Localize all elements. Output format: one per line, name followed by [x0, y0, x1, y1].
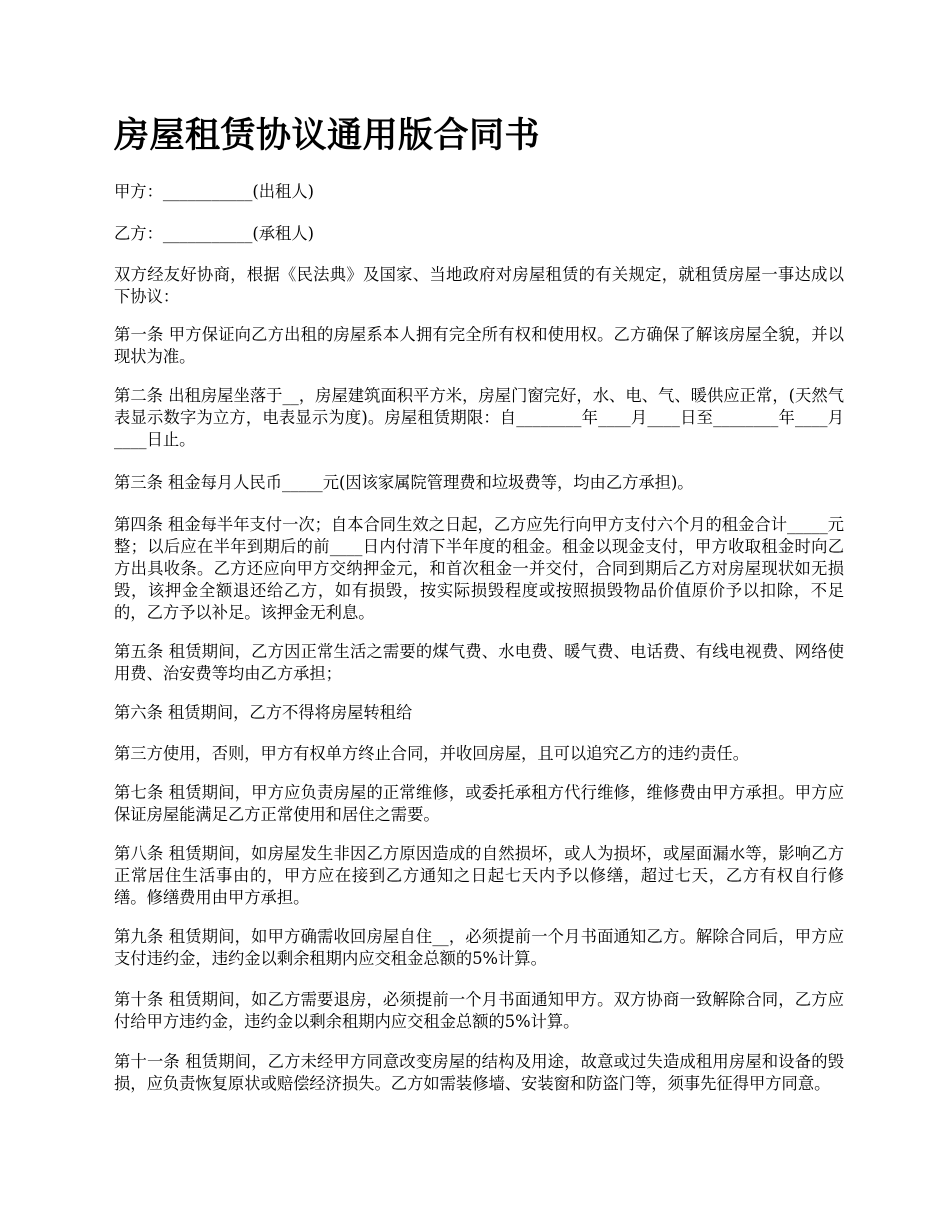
article-5: 第五条 租赁期间，乙方因正常生活之需要的煤气费、水电费、暖气费、电话费、有线电视费、网络使用费、治安费等均由乙方承担；: [114, 642, 844, 683]
article-6-continued: 第三方使用，否则，甲方有权单方终止合同，并收回房屋，且可以追究乙方的违约责任。: [114, 744, 749, 763]
article-7: 第七条 租赁期间，甲方应负责房屋的正常维修，或委托承租方代行维修，维修费由甲方承担。甲方应保证房屋能满足乙方正常使用和居住之需要。: [114, 783, 844, 824]
article-11: 第十一条 租赁期间，乙方未经甲方同意改变房屋的结构及用途，故意或过失造成租用房屋和设备的毁损，应负责恢复原状或赔偿经济损失。乙方如需装修墙、安装窗和防盗门等，须事先征得甲方同意。: [114, 1052, 844, 1093]
article-4: 第四条 租金每半年支付一次；自本合同生效之日起，乙方应先行向甲方支付六个月的租金合计_____元整；以后应在半年到期后的前____日内付清下半年度的租金。租金以现金支付，甲方收取租金时向乙方出具收条。乙方还应向甲方交纳押金元，和首次租金一并交付，合同到期后乙方对房屋现状如无损毁，该押金全额退还给乙方，如有损毁，按实际损毁程度或按照损毁物品价值原价予以扣除，不足的，乙方予以补足。该押金无利息。: [114, 515, 844, 622]
preamble-paragraph: 双方经友好协商，根据《民法典》及国家、当地政府对房屋租赁的有关规定，就租赁房屋一事达成以下协议：: [114, 265, 844, 306]
party-b-line: 乙方：___________(承租人): [114, 224, 314, 243]
article-10: 第十条 租赁期间，如乙方需要退房，必须提前一个月书面通知甲方。双方协商一致解除合同，乙方应付给甲方违约金，违约金以剩余租期内应交租金总额的5%计算。: [114, 990, 844, 1031]
party-a-line: 甲方：___________(出租人): [114, 182, 314, 201]
document-title: 房屋租赁协议通用版合同书: [114, 115, 541, 156]
article-8: 第八条 租赁期间，如房屋发生非因乙方原因造成的自然损坏，或人为损坏，或屋面漏水等，影响乙方正常居住生活事由的，甲方应在接到乙方通知之日起七天内予以修缮，超过七天，乙方有权自行修缮。修缮费用由甲方承担。: [114, 844, 844, 907]
article-9: 第九条 租赁期间，如甲方确需收回房屋自住__，必须提前一个月书面通知乙方。解除合同后，甲方应支付违约金，违约金以剩余租期内应交租金总额的5%计算。: [114, 927, 844, 968]
article-1: 第一条 甲方保证向乙方出租的房屋系本人拥有完全所有权和使用权。乙方确保了解该房屋全貌，并以现状为准。: [114, 325, 844, 366]
article-2: 第二条 出租房屋坐落于__，房屋建筑面积平方米，房屋门窗完好，水、电、气、暖供应正常，(天然气表显示数字为立方，电表显示为度)。房屋租赁期限：自________年____月____日至________年____月____日止。: [114, 386, 844, 449]
article-3: 第三条 租金每月人民币_____元(因该家属院管理费和垃圾费等，均由乙方承担)。: [114, 473, 694, 492]
article-6: 第六条 租赁期间，乙方不得将房屋转租给: [114, 703, 413, 722]
